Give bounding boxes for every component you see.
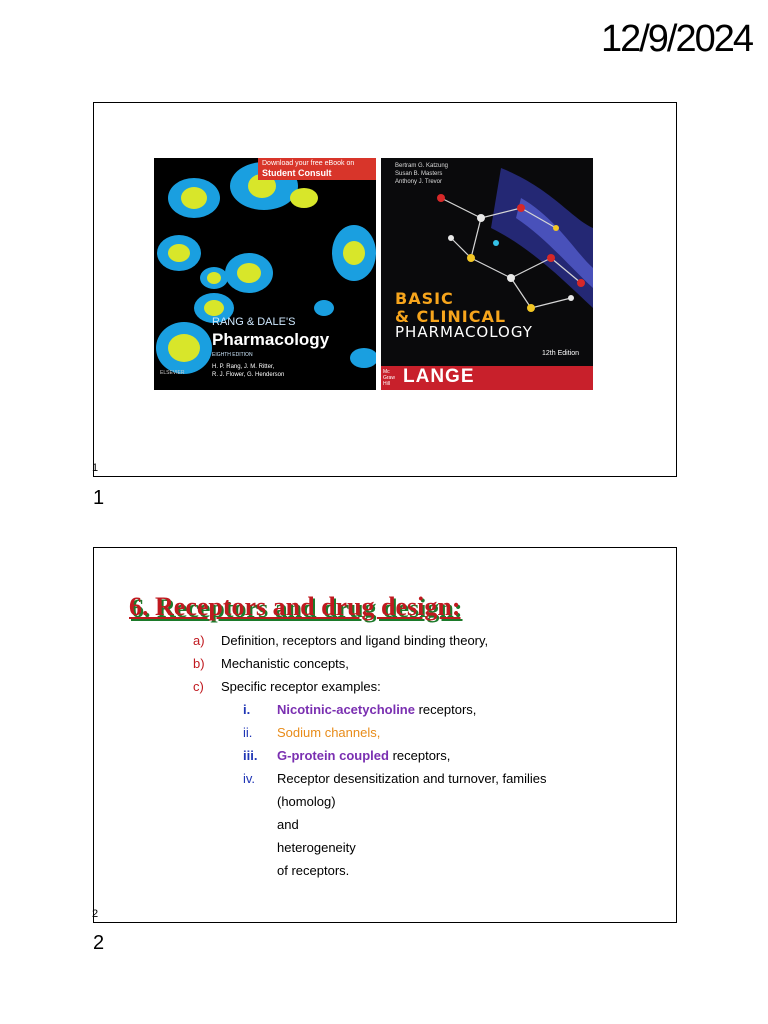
lange-title-line2: & CLINICAL bbox=[395, 307, 507, 326]
plain-text: receptors, bbox=[388, 748, 451, 763]
elsevier-logo: ELSEVIER bbox=[160, 370, 185, 376]
cell-illustration bbox=[154, 158, 376, 390]
sub-list-marker: iii. bbox=[243, 748, 258, 763]
sub-list-text bbox=[277, 767, 547, 790]
list-text: Definition, receptors and ligand binding theory, bbox=[221, 633, 489, 648]
sub-list-text bbox=[277, 744, 450, 767]
banner-big-text: Student Consult bbox=[262, 168, 332, 178]
sub-list-text bbox=[277, 721, 380, 744]
rang-subtitle: RANG & DALE'S bbox=[212, 316, 296, 328]
rang-edition: EIGHTH EDITION bbox=[212, 352, 253, 358]
list-text: Specific receptor examples: bbox=[221, 679, 381, 694]
rang-authors-line2: R. J. Flower, G. Henderson bbox=[212, 372, 285, 378]
sub-list-marker: i. bbox=[243, 702, 251, 717]
plain-text: Receptor desensitization and turnover, families bbox=[277, 771, 547, 786]
page-number: 1 bbox=[93, 487, 105, 509]
document-date: 12/9/2024 bbox=[600, 18, 752, 60]
lange-author-3: Anthony J. Trevor bbox=[395, 179, 443, 185]
list-marker: b) bbox=[193, 656, 205, 671]
lange-title-top bbox=[395, 290, 506, 326]
slide-number: 1 bbox=[92, 462, 99, 474]
plain-text: receptors, bbox=[414, 702, 477, 717]
lange-authors bbox=[395, 162, 448, 186]
student-consult-banner bbox=[258, 158, 376, 180]
slide-1[interactable] bbox=[93, 102, 677, 477]
sub-list-text bbox=[277, 698, 476, 721]
lange-brand-bar bbox=[381, 366, 593, 390]
rang-authors-line1: H. P. Rang, J. M. Ritter, bbox=[212, 364, 275, 370]
sub-list-marker: ii. bbox=[243, 725, 253, 740]
highlight-text: Sodium channels, bbox=[277, 725, 381, 740]
lange-title-line1: BASIC bbox=[395, 289, 454, 308]
slide-number: 2 bbox=[92, 908, 99, 920]
book-cover-rang-dale bbox=[154, 158, 376, 390]
mcgraw-hill-logo: Mc Graw Hill bbox=[383, 369, 395, 387]
continuation-text: (homolog) and heterogeneity of receptors. bbox=[277, 794, 356, 878]
lange-author-2: Susan B. Masters bbox=[395, 171, 443, 177]
list-text: Mechanistic concepts, bbox=[221, 656, 349, 671]
sub-list-marker: iv. bbox=[243, 771, 256, 786]
banner-small-text: Download your free eBook on bbox=[262, 160, 355, 167]
slide-title: 6. Receptors and drug design: bbox=[129, 592, 461, 621]
book-cover-basic-clinical bbox=[381, 158, 593, 390]
highlight-text: G-protein coupled bbox=[277, 748, 389, 763]
rang-authors bbox=[212, 363, 284, 379]
slide-2[interactable] bbox=[93, 547, 677, 923]
lange-author-1: Bertram G. Katzung bbox=[395, 163, 449, 169]
list-marker: c) bbox=[193, 679, 204, 694]
lange-brand: LANGE bbox=[403, 366, 475, 387]
rang-title: Pharmacology bbox=[212, 330, 330, 349]
list-marker: a) bbox=[193, 633, 205, 648]
lange-title-line3: PHARMACOLOGY bbox=[395, 323, 533, 341]
page-number: 2 bbox=[93, 932, 105, 954]
lange-edition: 12th Edition bbox=[542, 350, 579, 357]
highlight-text: Nicotinic-acetycholine bbox=[277, 702, 415, 717]
